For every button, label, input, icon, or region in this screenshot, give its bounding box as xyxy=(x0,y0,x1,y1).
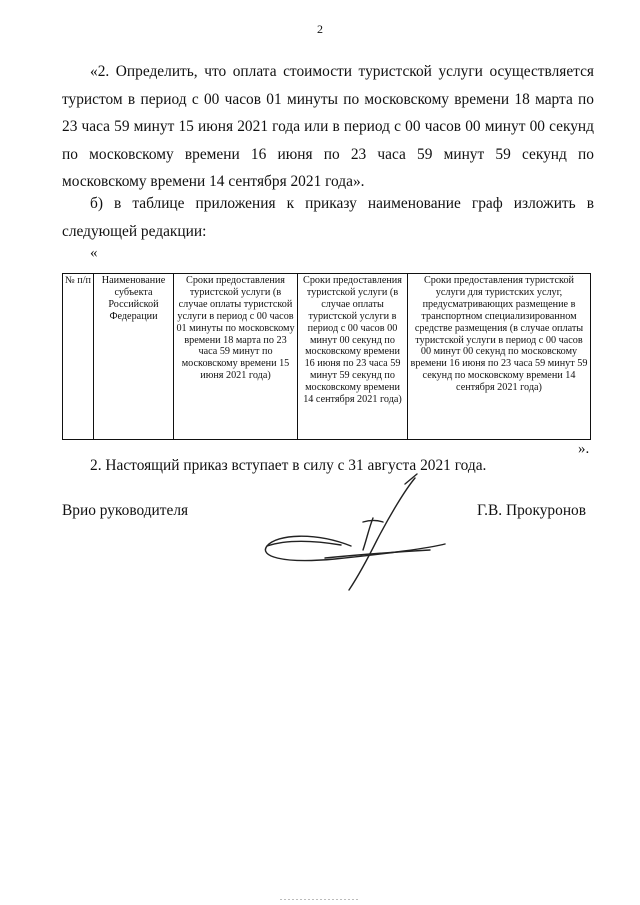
table-cell-period-1: Сроки предоставления туристской услуги (в случае оплаты туристской услуги в период с 00 часов 01 минуты по московскому времени 18 марта по 23 часа 59 минут по московскому времени 15 июня 2021 года) xyxy=(174,274,298,440)
opening-quote: « xyxy=(90,245,98,261)
paragraph-effective-date: 2. Настоящий приказ вступает в силу с 31 августа 2021 года. xyxy=(90,457,487,474)
page-number: 2 xyxy=(317,22,323,36)
table-row xyxy=(63,274,591,440)
signatory-name: Г.В. Прокуронов xyxy=(477,502,587,519)
paragraph-table-columns: б) в таблице приложения к приказу наименование граф изложить в следующей редакции: xyxy=(62,195,594,240)
closing-quote: ». xyxy=(578,441,590,457)
columns-table xyxy=(62,273,591,440)
footer-mark xyxy=(280,898,360,901)
handwritten-signature xyxy=(255,470,455,595)
table-cell-period-2: Сроки предоставления туристской услуги (в случае оплаты туристской услуги в период с 00 часов 00 минут 00 секунд по московскому времени 16 июня по 23 часа 59 минут 59 секунд по московскому времени 14 сентября 2021 года) xyxy=(298,274,408,440)
table-cell-number: № п/п xyxy=(63,274,94,440)
paragraph-payment-period: «2. Определить, что оплата стоимости туристской услуги осуществляется туристом в период с 00 часов 01 минуты по московскому времени 18 марта по 23 часа 59 минут 15 июня 2021 года или в период с 00 часов 00 минут 00 секунд по московскому времени 16 июня по 23 часа 59 минут 59 секунд по московскому времени 14 сентября 2021 года». xyxy=(62,63,594,190)
table-cell-region: Наименование субъекта Российской Федерации xyxy=(94,274,174,440)
table-cell-period-transport: Сроки предоставления туристской услуги для туристских услуг, предусматривающих размещение в транспортном специализированном средстве размещения (в случае оплаты туристской услуги в период с 00 часов 00 минут 00 секунд по московскому времени 16 июня по 23 часа 59 минут 59 секунд по московскому времени 14 сентября 2021 года) xyxy=(408,274,591,440)
signatory-position: Врио руководителя xyxy=(62,502,189,519)
